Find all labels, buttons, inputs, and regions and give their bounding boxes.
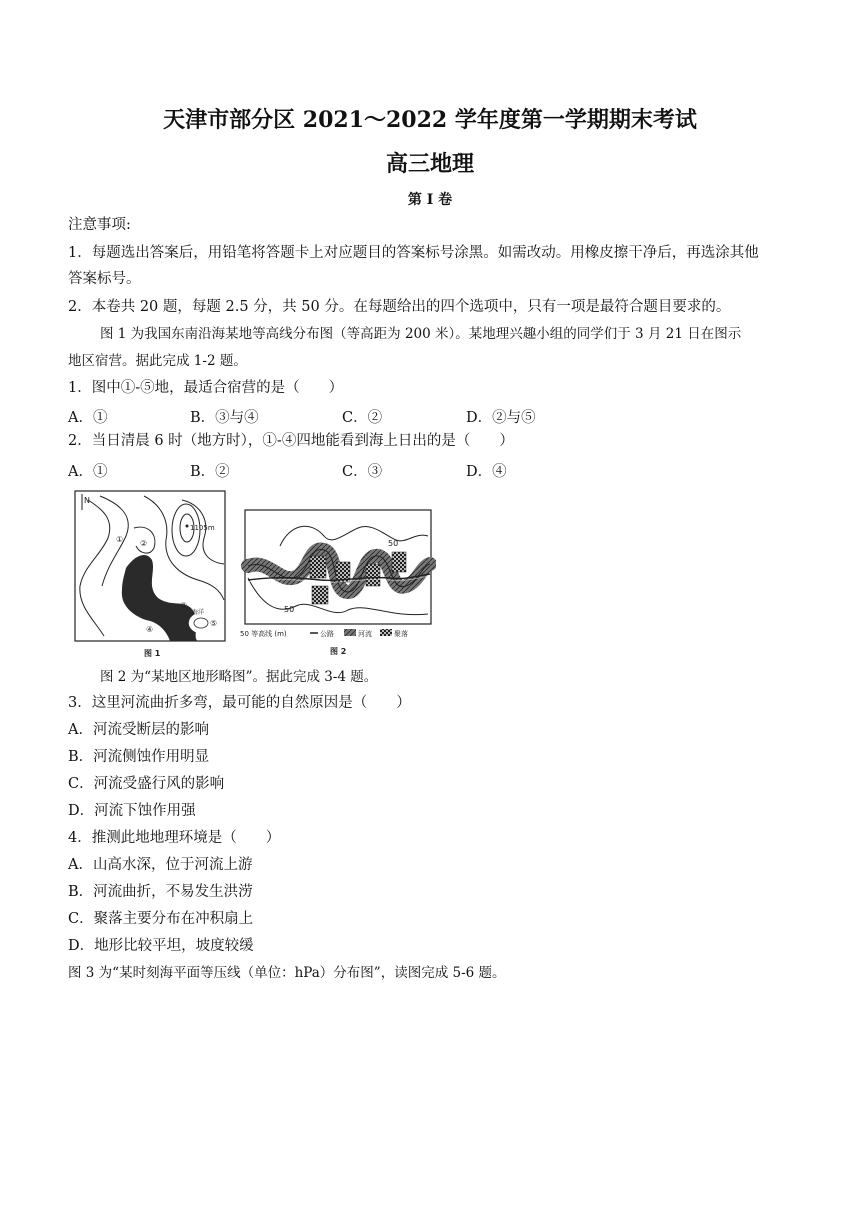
settlement-swatch-icon — [380, 629, 392, 636]
legend-river: 河流 — [358, 630, 372, 638]
point-1: ① — [116, 535, 124, 544]
intro-q1-2-line2: 地区宿营。据此完成 1-2 题。 — [68, 353, 247, 369]
subject-title: 高三地理 — [385, 151, 474, 177]
sea-label: 海洋 — [192, 609, 205, 616]
intro-q1-2-line1: 图 1 为我国东南沿海某地等高线分布图（等高距为 200 米）。某地理兴趣小组的同学们于 3 月 21 日在图示 — [100, 326, 742, 342]
question-4-option-b: B．河流曲折，不易发生洪涝 — [68, 884, 253, 900]
contour-label-top: 50 — [388, 539, 399, 548]
figure-1-contour-map — [74, 490, 234, 660]
notice-heading: 注意事项: — [68, 217, 131, 233]
peak-elevation: 1105m — [190, 524, 215, 532]
notice-item-2: 2．本卷共 20 题，每题 2.5 分，共 50 分。在每题给出的四个选项中，只有一项是最符合题目要求的。 — [68, 299, 731, 315]
notice-item-1: 1．每题选出答案后，用铅笔将答题卡上对应题目的答案标号涂黑。如需改动。用橡皮擦干净后，再选涂其他 — [68, 245, 759, 261]
question-2-option-a: A．① — [68, 464, 108, 480]
question-3-stem: 3．这里河流曲折多弯，最可能的自然原因是（ ） — [68, 695, 411, 711]
question-2-option-c: C．③ — [342, 464, 383, 480]
question-3-option-d: D．河流下蚀作用强 — [68, 803, 196, 819]
question-1-stem: 1．图中①-⑤地，最适合宿营的是（ ） — [68, 380, 344, 396]
intro-q3-4: 图 2 为“某地区地形略图”。据此完成 3-4 题。 — [100, 669, 378, 685]
question-1-option-d: D．②与⑤ — [466, 410, 536, 426]
river-swatch-icon — [344, 629, 356, 636]
question-3-option-a: A．河流受断层的影响 — [68, 722, 209, 738]
intro-q5-6: 图 3 为“某时刻海平面等压线（单位：hPa）分布图”，读图完成 5-6 题。 — [68, 965, 506, 981]
legend-road: 公路 — [320, 630, 334, 638]
question-3-option-b: B．河流侧蚀作用明显 — [68, 749, 210, 765]
notice-item-1-cont: 答案标号。 — [68, 271, 141, 287]
point-5: ⑤ — [210, 619, 218, 628]
question-1-option-c: C．② — [342, 410, 383, 426]
exam-title: 天津市部分区 2021～2022 学年度第一学期期末考试 — [163, 107, 697, 133]
question-1-option-a: A．① — [68, 410, 108, 426]
point-3: ③ — [180, 601, 188, 610]
legend-settlement: 聚落 — [394, 630, 408, 638]
figure-1-caption: 图 1 — [144, 649, 161, 658]
question-4-option-c: C．聚落主要分布在冲积扇上 — [68, 911, 254, 927]
point-4: ④ — [146, 625, 154, 634]
figure-2-caption: 图 2 — [330, 647, 347, 656]
figure-2-terrain-map — [240, 506, 436, 658]
question-4-option-a: A．山高水深，位于河流上游 — [68, 857, 253, 873]
question-3-option-c: C．河流受盛行风的影响 — [68, 776, 225, 792]
question-2-option-b: B．② — [190, 464, 230, 480]
question-1-option-b: B．③与④ — [190, 410, 259, 426]
question-2-stem: 2．当日清晨 6 时（地方时），①-④四地能看到海上日出的是（ ） — [68, 433, 514, 449]
question-4-option-d: D．地形比较平坦，坡度较缓 — [68, 938, 254, 954]
legend-contour: 50 等高线 (m) — [240, 630, 287, 638]
point-2: ② — [140, 539, 148, 548]
north-label: N — [84, 496, 90, 505]
question-4-stem: 4．推测此地地理环境是（ ） — [68, 830, 281, 846]
volume-label: 第 I 卷 — [407, 192, 453, 208]
question-2-option-d: D．④ — [466, 464, 507, 480]
contour-label-bottom: 50 — [284, 605, 295, 614]
